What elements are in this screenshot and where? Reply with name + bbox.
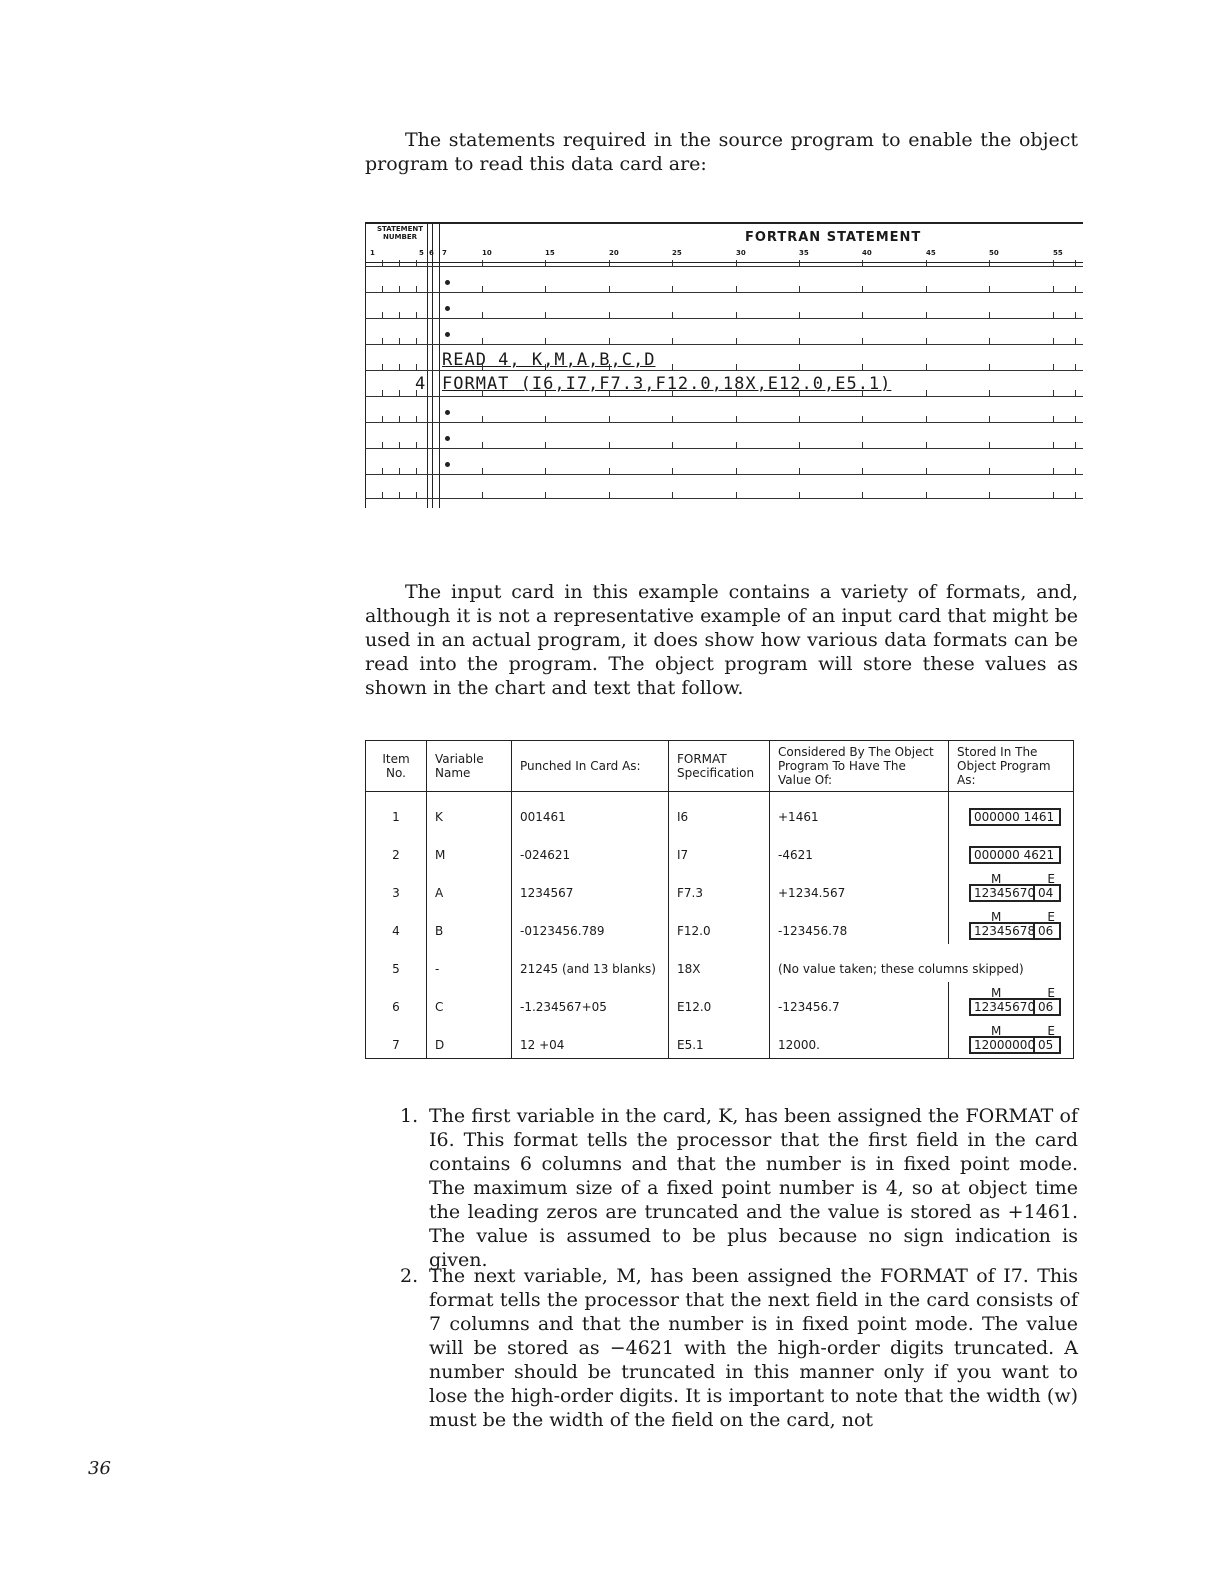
format-statement: FORMAT (I6,I7,F7.3,F12.0,18X,E12.0,E5.1) — [442, 374, 892, 394]
column-tick — [926, 312, 927, 318]
column-tick — [416, 468, 417, 474]
cell-considered: +1234.567 — [770, 868, 949, 906]
form-row-line — [365, 498, 1083, 499]
stored-mantissa: 12345670 — [971, 1000, 1035, 1014]
statement-divider — [439, 222, 440, 508]
table-row — [366, 944, 1074, 982]
column-tick — [862, 442, 863, 448]
stmt-number-divider — [427, 222, 428, 508]
stored-me-group — [969, 874, 1061, 902]
table-row — [366, 868, 1074, 906]
cell-considered: -4621 — [770, 830, 949, 868]
column-tick — [989, 416, 990, 422]
form-row-line — [365, 422, 1083, 423]
column-tick — [609, 286, 610, 292]
column-tick — [1075, 492, 1076, 498]
read-statement: READ 4, K,M,A,B,C,D — [442, 350, 656, 370]
form-row-line — [365, 266, 1083, 267]
column-tick — [482, 312, 483, 318]
cell-item: 6 — [366, 982, 427, 1020]
stored-me-group — [969, 988, 1061, 1016]
column-tick — [609, 492, 610, 498]
column-tick — [482, 492, 483, 498]
list-text-post: of I6. This format tells the processor that the first field in the card contains 6 columns and that the number is in fixed point mode. The maximum size of a fixed point number is 4, so at object time the leading zeros are truncated and the value is stored as +1461. The value is assumed to be plus because no sign indication is given. — [429, 1105, 1078, 1271]
me-labels — [969, 988, 1061, 998]
intro-text: The statements required in the source program to enable the object program to read this data card are: — [365, 129, 1078, 175]
explanation-text: The input card in this example contains a variety of formats, and, although it is not a representative example of an input card that might be used in an actual program, it does show how various data formats can be read into the program. The object program will store these values as shown in the chart and text that follow. — [365, 581, 1078, 699]
column-tick — [1053, 338, 1054, 344]
column-tick — [1075, 338, 1076, 344]
column-tick — [862, 286, 863, 292]
column-tick — [672, 416, 673, 422]
column-number: 55 — [1053, 249, 1063, 257]
column-number: 10 — [482, 249, 492, 257]
column-tick — [989, 468, 990, 474]
cell-punched: -0123456.789 — [512, 906, 669, 944]
stored-mantissa: 12000000 — [971, 1038, 1035, 1052]
column-tick — [926, 286, 927, 292]
column-tick — [672, 390, 673, 396]
column-tick — [382, 286, 383, 292]
column-tick — [1053, 492, 1054, 498]
column-tick — [862, 416, 863, 422]
column-tick — [545, 492, 546, 498]
column-tick — [609, 390, 610, 396]
list-text-pre: The first variable in the card, K, has been assigned the — [429, 1105, 966, 1127]
column-tick — [799, 442, 800, 448]
m-label: M — [991, 872, 1002, 886]
list-text-pre: The next variable, M, has been assigned the — [429, 1265, 880, 1287]
column-tick — [609, 468, 610, 474]
column-tick — [672, 338, 673, 344]
statement-number-label: STATEMENT NUMBER — [376, 225, 424, 241]
column-tick — [416, 286, 417, 292]
column-number: 25 — [672, 249, 682, 257]
cell-considered: -123456.7 — [770, 982, 949, 1020]
column-tick — [862, 468, 863, 474]
column-tick — [382, 492, 383, 498]
cell-stored — [949, 792, 1074, 831]
m-label: M — [991, 986, 1002, 1000]
cell-item: 1 — [366, 792, 427, 831]
cell-variable: A — [427, 868, 512, 906]
column-tick — [609, 312, 610, 318]
stored-box — [969, 998, 1061, 1016]
column-number: 15 — [545, 249, 555, 257]
column-tick — [382, 312, 383, 318]
column-tick — [482, 338, 483, 344]
column-tick — [862, 390, 863, 396]
header-format: FORMAT Specification — [669, 741, 770, 792]
column-number: 5 — [419, 249, 424, 257]
cell-item: 7 — [366, 1020, 427, 1059]
cell-item: 2 — [366, 830, 427, 868]
cell-punched: -1.234567+05 — [512, 982, 669, 1020]
column-tick — [862, 492, 863, 498]
column-tick — [545, 416, 546, 422]
cell-format: I6 — [669, 792, 770, 831]
column-tick — [1075, 390, 1076, 396]
cell-punched: -024621 — [512, 830, 669, 868]
column-tick — [545, 338, 546, 344]
column-tick — [416, 442, 417, 448]
column-tick — [382, 364, 383, 370]
column-tick — [926, 492, 927, 498]
column-tick — [545, 260, 546, 266]
column-tick — [862, 260, 863, 266]
list-text — [429, 1104, 1078, 1272]
format-keyword: FORMAT — [965, 1105, 1054, 1127]
list-item-1 — [400, 1104, 1078, 1272]
column-tick — [989, 312, 990, 318]
column-tick — [672, 492, 673, 498]
cell-stored — [949, 906, 1074, 944]
column-tick — [1053, 416, 1054, 422]
column-tick — [736, 286, 737, 292]
column-tick — [736, 312, 737, 318]
storage-chart-table — [365, 740, 1074, 1059]
list-text-post: of I7. This format tells the processor that the next field in the card consists of 7 columns and that the number is in fixed point mode. The value will be stored as −4621 with the high-order digits truncated. A number should be truncated in this manner only if you want to lose the high-order digits. It is important to note that the width (w) must be the width of the field on the card, not — [429, 1265, 1078, 1431]
form-header-divider — [365, 262, 1083, 263]
column-tick — [482, 416, 483, 422]
column-tick — [1053, 468, 1054, 474]
table-row — [366, 982, 1074, 1020]
column-tick — [382, 416, 383, 422]
stored-exponent: 05 — [1038, 1038, 1054, 1052]
list-item-2 — [400, 1264, 1078, 1432]
column-tick — [799, 416, 800, 422]
me-labels — [969, 912, 1061, 922]
column-tick — [482, 390, 483, 396]
form-row-line — [365, 474, 1083, 475]
list-number: 2. — [400, 1265, 419, 1287]
stored-me-group — [969, 1026, 1061, 1054]
fortran-statement-label: FORTRAN STATEMENT — [745, 230, 922, 245]
format-statement-number: 4 — [415, 374, 426, 394]
column-tick — [382, 468, 383, 474]
column-tick — [989, 364, 990, 370]
cell-variable: M — [427, 830, 512, 868]
column-tick — [799, 260, 800, 266]
table-row — [366, 792, 1074, 831]
cell-format: 18X — [669, 944, 770, 982]
column-tick — [399, 286, 400, 292]
column-tick — [672, 442, 673, 448]
table-header-row — [366, 741, 1074, 792]
row-dot — [445, 436, 450, 441]
column-tick — [926, 468, 927, 474]
table-row — [366, 830, 1074, 868]
row-dot — [445, 280, 450, 285]
column-tick — [482, 442, 483, 448]
explanation-paragraph — [365, 580, 1078, 700]
stored-me-group — [969, 912, 1061, 940]
list-text — [429, 1264, 1078, 1432]
cell-variable: D — [427, 1020, 512, 1059]
me-labels — [969, 874, 1061, 884]
column-tick — [482, 260, 483, 266]
row-dot — [445, 306, 450, 311]
column-tick — [799, 286, 800, 292]
column-tick — [989, 390, 990, 396]
row-dot — [445, 332, 450, 337]
stored-exponent: 04 — [1038, 886, 1054, 900]
header-stored: Stored In The Object Program As: — [949, 741, 1074, 792]
form-row-line — [365, 318, 1083, 319]
cell-variable: K — [427, 792, 512, 831]
column-tick — [736, 338, 737, 344]
cell-stored — [949, 830, 1074, 868]
column-tick — [545, 364, 546, 370]
column-number: 20 — [609, 249, 619, 257]
column-tick — [545, 286, 546, 292]
column-tick — [799, 390, 800, 396]
column-tick — [736, 260, 737, 266]
column-tick — [1075, 312, 1076, 318]
column-tick — [399, 364, 400, 370]
cell-punched: 1234567 — [512, 868, 669, 906]
column-tick — [399, 260, 400, 266]
e-label: E — [1047, 872, 1055, 886]
column-tick — [736, 364, 737, 370]
column-tick — [736, 492, 737, 498]
table-row — [366, 1020, 1074, 1059]
column-tick — [1075, 416, 1076, 422]
cell-punched: 12 +04 — [512, 1020, 669, 1059]
intro-paragraph — [365, 128, 1078, 176]
row-dot — [445, 462, 450, 467]
format-keyword: FORMAT — [880, 1265, 968, 1287]
cell-punched: 21245 (and 13 blanks) — [512, 944, 669, 982]
column-tick — [609, 364, 610, 370]
stored-exponent: 06 — [1038, 1000, 1054, 1014]
column-tick — [609, 260, 610, 266]
header-item: Item No. — [366, 741, 427, 792]
column-tick — [926, 390, 927, 396]
page-number: 36 — [88, 1458, 111, 1479]
column-tick — [989, 260, 990, 266]
table-row — [366, 906, 1074, 944]
column-tick — [799, 492, 800, 498]
column-tick — [382, 338, 383, 344]
column-tick — [382, 260, 383, 266]
e-label: E — [1047, 910, 1055, 924]
column-tick — [399, 468, 400, 474]
e-label: E — [1047, 986, 1055, 1000]
cell-stored — [949, 868, 1074, 906]
column-tick — [1053, 364, 1054, 370]
form-row-line — [365, 344, 1083, 345]
continuation-divider — [432, 222, 433, 508]
header-considered: Considered By The Object Program To Have The Value Of: — [770, 741, 949, 792]
column-tick — [545, 442, 546, 448]
column-tick — [989, 442, 990, 448]
column-tick — [482, 364, 483, 370]
column-tick — [799, 338, 800, 344]
stored-exponent: 06 — [1038, 924, 1054, 938]
column-tick — [926, 338, 927, 344]
column-tick — [926, 260, 927, 266]
column-tick — [799, 468, 800, 474]
column-tick — [1053, 390, 1054, 396]
column-tick — [736, 390, 737, 396]
column-tick — [989, 492, 990, 498]
stored-mantissa: 12345678 — [971, 924, 1035, 938]
column-tick — [609, 416, 610, 422]
column-tick — [799, 364, 800, 370]
stored-value: 000000 4621 — [974, 848, 1055, 862]
column-tick — [862, 338, 863, 344]
cell-considered: 12000. — [770, 1020, 949, 1059]
column-tick — [672, 312, 673, 318]
cell-variable: - — [427, 944, 512, 982]
column-tick — [989, 338, 990, 344]
cell-skipped-note: (No value taken; these columns skipped) — [770, 944, 1074, 982]
column-tick — [1053, 312, 1054, 318]
column-tick — [545, 468, 546, 474]
column-number: 50 — [989, 249, 999, 257]
column-tick — [1053, 286, 1054, 292]
column-number: 45 — [926, 249, 936, 257]
fortran-coding-form — [365, 222, 1085, 508]
column-tick — [482, 468, 483, 474]
column-tick — [609, 338, 610, 344]
column-tick — [672, 364, 673, 370]
column-tick — [736, 442, 737, 448]
column-tick — [416, 260, 417, 266]
list-number: 1. — [400, 1105, 419, 1127]
column-tick — [416, 312, 417, 318]
form-row-line — [365, 396, 1083, 397]
stored-box — [969, 884, 1061, 902]
cell-format: I7 — [669, 830, 770, 868]
column-tick — [545, 312, 546, 318]
column-tick — [399, 312, 400, 318]
column-tick — [862, 364, 863, 370]
cell-punched: 001461 — [512, 792, 669, 831]
e-label: E — [1047, 1024, 1055, 1038]
cell-format: E12.0 — [669, 982, 770, 1020]
stored-value: 000000 1461 — [974, 810, 1055, 824]
m-label: M — [991, 1024, 1002, 1038]
m-label: M — [991, 910, 1002, 924]
column-tick — [736, 468, 737, 474]
header-punched: Punched In Card As: — [512, 741, 669, 792]
cell-format: E5.1 — [669, 1020, 770, 1059]
column-tick — [926, 442, 927, 448]
column-tick — [799, 312, 800, 318]
stored-box — [969, 1036, 1061, 1054]
column-tick — [382, 442, 383, 448]
column-tick — [399, 390, 400, 396]
form-row-line — [365, 448, 1083, 449]
column-tick — [399, 416, 400, 422]
column-number: 1 — [370, 249, 375, 257]
column-tick — [672, 260, 673, 266]
cell-item: 3 — [366, 868, 427, 906]
column-tick — [1075, 260, 1076, 266]
me-labels — [969, 1026, 1061, 1036]
cell-variable: C — [427, 982, 512, 1020]
form-top-border — [365, 222, 1083, 224]
column-tick — [1053, 442, 1054, 448]
column-tick — [399, 492, 400, 498]
column-number: 35 — [799, 249, 809, 257]
column-tick — [416, 416, 417, 422]
column-number: 30 — [736, 249, 746, 257]
cell-considered: -123456.78 — [770, 906, 949, 944]
column-tick — [926, 364, 927, 370]
column-tick — [1053, 260, 1054, 266]
column-tick — [736, 416, 737, 422]
cell-format: F7.3 — [669, 868, 770, 906]
form-row-line — [365, 370, 1083, 371]
stored-box — [969, 846, 1061, 864]
column-tick — [672, 286, 673, 292]
column-tick — [1075, 286, 1076, 292]
cell-item: 5 — [366, 944, 427, 982]
column-tick — [672, 468, 673, 474]
column-tick — [989, 286, 990, 292]
column-tick — [482, 286, 483, 292]
row-dot — [445, 410, 450, 415]
header-variable: Variable Name — [427, 741, 512, 792]
column-tick — [545, 390, 546, 396]
column-number: 7 — [442, 249, 447, 257]
form-left-border — [365, 222, 366, 508]
cell-format: F12.0 — [669, 906, 770, 944]
cell-considered: +1461 — [770, 792, 949, 831]
column-tick — [1075, 468, 1076, 474]
cell-variable: B — [427, 906, 512, 944]
stored-box — [969, 922, 1061, 940]
column-tick — [416, 364, 417, 370]
cell-stored — [949, 982, 1074, 1020]
column-tick — [416, 390, 417, 396]
cell-item: 4 — [366, 906, 427, 944]
stored-box — [969, 808, 1061, 826]
column-tick — [416, 338, 417, 344]
column-tick — [399, 338, 400, 344]
column-number: 6 — [429, 249, 434, 257]
column-number: 40 — [862, 249, 872, 257]
column-tick — [1075, 364, 1076, 370]
column-tick — [382, 390, 383, 396]
form-row-line — [365, 292, 1083, 293]
cell-stored — [949, 1020, 1074, 1059]
column-tick — [399, 442, 400, 448]
column-tick — [609, 442, 610, 448]
column-tick — [416, 492, 417, 498]
stored-mantissa: 12345670 — [971, 886, 1035, 900]
column-tick — [862, 312, 863, 318]
column-tick — [1075, 442, 1076, 448]
column-tick — [926, 416, 927, 422]
